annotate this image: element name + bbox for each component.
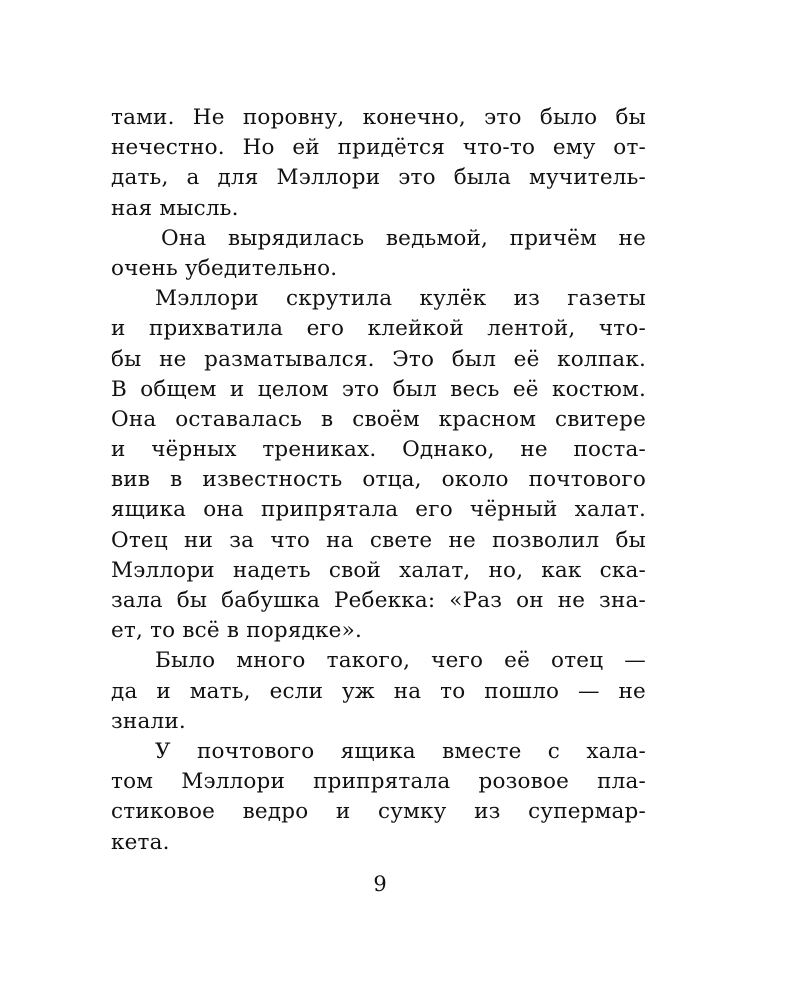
text-line: Мэллори скрутила кулёк из газеты [155, 286, 646, 312]
text-line: вив в известность отца, около почтового [111, 467, 646, 493]
text-line: нечестно. Но ей придётся что-то ему от- [111, 135, 646, 161]
text-line: дать, а для Мэллори это была мучитель- [111, 165, 646, 191]
text-line: Она вырядилась ведьмой, причём не [161, 225, 646, 251]
text-line: очень убедительно. [111, 255, 338, 281]
text-line: том Мэллори припрятала розовое пла- [111, 769, 646, 795]
text-line: ет, то всё в порядке». [111, 618, 362, 644]
text-line: кета. [111, 829, 170, 855]
text-line: и чёрных трениках. Однако, не поста- [111, 437, 646, 463]
text-line: стиковое ведро и сумку из супермар- [111, 799, 646, 825]
text-line: и прихватила его клейкой лентой, что- [111, 316, 646, 342]
text-line: Она оставалась в своём красном свитере [111, 406, 646, 432]
text-line: У почтового ящика вместе с хала- [155, 738, 646, 764]
text-line: да и мать, если уж на то пошло — не [111, 678, 646, 704]
text-line: бы не разматывался. Это был её колпак. [111, 346, 646, 372]
text-line: Отец ни за что на свете не позволил бы [111, 527, 646, 553]
text-line: зала бы бабушка Ребекка: «Раз он не зна- [111, 588, 646, 613]
text-line: Мэллори надеть свой халат, но, как ска- [111, 557, 646, 583]
text-line: В общем и целом это был весь её костюм. [111, 376, 646, 402]
body-text [111, 103, 646, 858]
text-line: ная мысль. [111, 195, 239, 221]
text-line: ящика она припрятала его чёрный халат. [111, 497, 646, 523]
text-line: Было много такого, чего её отец — [155, 648, 646, 674]
text-line: тами. Не поровну, конечно, это было бы [111, 105, 646, 130]
page-number: 9 [373, 872, 387, 896]
text-line: знали. [111, 708, 186, 734]
